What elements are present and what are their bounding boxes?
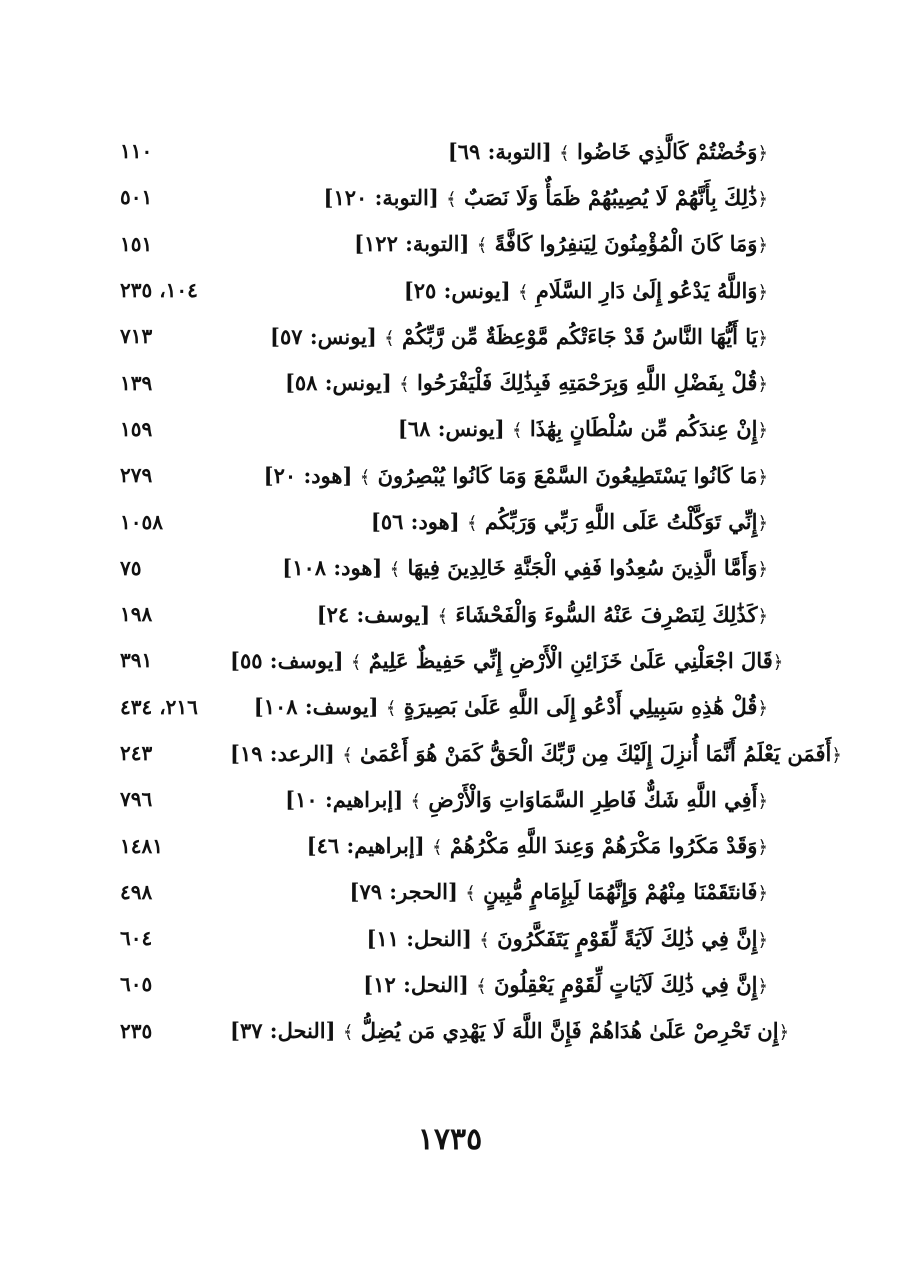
index-row [120, 174, 768, 220]
verse-text: وَخُضْتُمْ كَالَّذِي خَاضُوا [577, 138, 758, 164]
page-references: ١١٠ [120, 139, 153, 164]
page-references: ١٩٨ [120, 602, 153, 627]
page-references: ٢٤٣ [120, 741, 153, 765]
index-row [120, 313, 768, 359]
verse-index-list [120, 128, 842, 1054]
page-references: ١٥٩ [120, 416, 153, 441]
index-row [120, 452, 768, 498]
verse-entry [254, 694, 768, 719]
ornate-bracket-open: ﴿ [757, 142, 768, 164]
ornate-bracket-close: ﴾ [512, 420, 523, 442]
page-references: ٢١٦، ٤٣٤ [120, 694, 198, 719]
verse-text: أَفِي اللَّهِ شَكٌّ فَاطِرِ السَّمَاوَاتِ وَالْأَرْضِ [428, 786, 758, 812]
ornate-bracket-close: ﴾ [342, 1022, 354, 1044]
page-references: ٦٠٤ [120, 926, 153, 951]
verse-text: وَاللَّهُ يَدْعُو إِلَىٰ دَارِ السَّلَامِ [535, 277, 758, 303]
verse-entry [350, 879, 769, 904]
verse-entry [317, 602, 768, 627]
page-references: ٧٥ [120, 555, 142, 580]
surah-reference: [هود: ٢٠] [263, 462, 353, 488]
page-references: ١٤٨١ [120, 833, 163, 858]
verse-entry [230, 1018, 789, 1043]
verse-text: إِن تَحْرِصْ عَلَىٰ هُدَاهُمْ فَإِنَّ اللَّهَ لَا يَهْدِي مَن يُضِلُّ [360, 1018, 779, 1044]
page-references: ٦٠٥ [120, 972, 153, 997]
ornate-bracket-close: ﴾ [342, 744, 353, 766]
surah-reference: [يونس: ٥٨] [284, 370, 392, 396]
surah-reference: [هود: ١٠٨] [282, 555, 383, 581]
page-references: ٣٩١ [120, 648, 153, 673]
verse-text: وَقَدْ مَكَرُوا مَكْرَهُمْ وَعِندَ اللَّهِ مَكْرُهُمْ [449, 833, 758, 859]
ornate-bracket-open: ﴿ [757, 883, 768, 905]
verse-entry [282, 555, 768, 580]
surah-reference: [النحل: ١١] [366, 925, 472, 951]
verse-text: كَذَٰلِكَ لِنَصْرِفَ عَنْهُ السُّوءَ وَالْفَحْشَاءَ [455, 601, 758, 627]
index-row [120, 545, 768, 591]
surah-reference: [هود: ٥٦] [370, 509, 460, 535]
surah-reference: [إبراهيم: ٤٦] [306, 833, 425, 859]
ornate-bracket-close: ﴾ [384, 327, 395, 349]
ornate-bracket-open: ﴿ [778, 1022, 790, 1044]
ornate-bracket-close: ﴾ [399, 374, 410, 396]
verse-text: ذَٰلِكَ بِأَنَّهُمْ لَا يُصِيبُهُمْ ظَمَأٌ وَلَا نَصَبٌ [463, 184, 758, 210]
ornate-bracket-close: ﴾ [465, 883, 476, 905]
ornate-bracket-close: ﴾ [479, 929, 490, 951]
ornate-bracket-open: ﴿ [757, 837, 768, 859]
surah-reference: [يوسف: ٥٥] [230, 647, 344, 673]
index-row [120, 684, 768, 730]
ornate-bracket-close: ﴾ [476, 235, 488, 257]
verse-text: إِنَّ فِي ذَٰلِكَ لَآيَةً لِّقَوْمٍ يَتَفَكَّرُونَ [497, 925, 758, 951]
surah-reference: [النحل: ٣٧] [230, 1018, 336, 1044]
ornate-bracket-close: ﴾ [389, 559, 401, 581]
verse-entry [363, 972, 768, 997]
verse-entry [270, 324, 768, 349]
verse-text: وَمَا كَانَ الْمُؤْمِنُونَ لِيَنفِرُوا كَافَّةً [494, 231, 758, 257]
surah-reference: [التوبة: ١٢٢] [354, 231, 470, 257]
index-row [120, 498, 768, 544]
ornate-bracket-open: ﴿ [757, 281, 768, 303]
ornate-bracket-close: ﴾ [350, 651, 362, 673]
ornate-bracket-open: ﴿ [757, 188, 768, 210]
verse-text: قُلْ بِفَضْلِ اللَّهِ وَبِرَحْمَتِهِ فَبِذَٰلِكَ فَلْيَفْرَحُوا [416, 370, 758, 396]
surah-reference: [الرعد: ١٩] [230, 740, 335, 766]
ornate-bracket-open: ﴿ [757, 466, 768, 488]
ornate-bracket-close: ﴾ [359, 466, 371, 488]
ornate-bracket-close: ﴾ [437, 605, 449, 627]
ornate-bracket-close: ﴾ [476, 975, 487, 997]
verse-entry [404, 278, 768, 303]
index-row [120, 406, 768, 452]
index-row [120, 221, 768, 267]
ornate-bracket-open: ﴿ [757, 374, 768, 396]
verse-entry [264, 463, 768, 488]
surah-reference: [يونس: ٥٧] [270, 323, 377, 349]
page-references: ٢٧٩ [120, 463, 153, 488]
surah-reference: [يونس: ٢٥] [403, 277, 511, 303]
page-references: ٥٠١ [120, 185, 153, 210]
index-row [120, 869, 768, 915]
index-row [120, 961, 768, 1007]
ornate-bracket-open: ﴿ [757, 513, 768, 535]
verse-text: إِنِّي تَوَكَّلْتُ عَلَى اللَّهِ رَبِّي وَرَبِّكُم [484, 509, 758, 535]
ornate-bracket-close: ﴾ [385, 698, 397, 720]
ornate-bracket-open: ﴿ [757, 420, 768, 442]
ornate-bracket-open: ﴿ [772, 651, 784, 673]
page-references: ٤٩٨ [120, 879, 153, 904]
verse-text: قَالَ اجْعَلْنِي عَلَىٰ خَزَائِنِ الْأَرْضِ إِنِّي حَفِيظٌ عَلِيمٌ [368, 647, 773, 673]
page-references: ٧١٣ [120, 324, 153, 349]
index-row [120, 776, 768, 822]
verse-text: وَأَمَّا الَّذِينَ سُعِدُوا فَفِي الْجَنَّةِ خَالِدِينَ فِيهَا [407, 555, 758, 581]
page-number: ١٧٣٥ [417, 1122, 483, 1157]
index-row [120, 128, 768, 174]
verse-entry [285, 787, 768, 812]
surah-reference: [إبراهيم: ١٠] [285, 786, 404, 812]
ornate-bracket-open: ﴿ [757, 929, 768, 951]
ornate-bracket-open: ﴿ [757, 559, 768, 581]
index-row [120, 915, 768, 961]
ornate-bracket-open: ﴿ [757, 975, 768, 997]
ornate-bracket-open: ﴿ [757, 235, 768, 257]
surah-reference: [التوبة: ٦٩] [447, 138, 552, 164]
verse-text: إِنَّ فِي ذَٰلِكَ لَآيَاتٍ لِّقَوْمٍ يَعْقِلُونَ [493, 971, 758, 997]
ornate-bracket-open: ﴿ [757, 327, 768, 349]
ornate-bracket-close: ﴾ [466, 513, 478, 535]
verse-entry [448, 139, 768, 164]
ornate-bracket-open: ﴿ [757, 790, 768, 812]
page-references: ١٥١ [120, 231, 153, 256]
verse-text: مَا كَانُوا يَسْتَطِيعُونَ السَّمْعَ وَمَا كَانُوا يُبْصِرُونَ [377, 462, 758, 488]
verse-entry [371, 509, 768, 534]
surah-reference: [يوسف: ١٠٨] [253, 694, 379, 720]
verse-text: أَفَمَن يَعْلَمُ أَنَّمَا أُنزِلَ إِلَيْكَ مِن رَّبِّكَ الْحَقُّ كَمَنْ هُوَ أَعْمَىٰ [360, 740, 832, 766]
verse-entry [285, 370, 768, 395]
ornate-bracket-open: ﴿ [757, 698, 768, 720]
index-row [120, 637, 784, 683]
surah-reference: [يوسف: ٢٤] [316, 601, 431, 627]
surah-reference: [التوبة: ١٢٠] [323, 184, 439, 210]
index-row [120, 822, 768, 868]
page-references: ٧٩٦ [120, 787, 153, 812]
verse-text: إِنْ عِندَكُم مِّن سُلْطَانٍ بِهَٰذَا [529, 416, 758, 442]
index-row [120, 267, 768, 313]
surah-reference: [النحل: ١٢] [363, 971, 469, 997]
verse-entry [307, 833, 768, 858]
ornate-bracket-close: ﴾ [431, 837, 443, 859]
verse-entry [354, 231, 768, 256]
verse-text: قُلْ هَٰذِهِ سَبِيلِي أَدْعُو إِلَى اللَّهِ عَلَىٰ بَصِيرَةٍ [403, 694, 758, 720]
ornate-bracket-close: ﴾ [559, 142, 570, 164]
verse-entry [324, 185, 769, 210]
verse-text: يَا أَيُّهَا النَّاسُ قَدْ جَاءَتْكُم مَّوْعِظَةٌ مِّن رَّبِّكُمْ [402, 323, 758, 349]
surah-reference: [الحجر: ٧٩] [349, 879, 458, 905]
verse-entry [398, 416, 768, 441]
ornate-bracket-close: ﴾ [410, 790, 421, 812]
page-references: ١٠٤، ٢٣٥ [120, 278, 198, 303]
verse-entry [366, 926, 768, 951]
page-references: ٢٣٥ [120, 1018, 153, 1043]
surah-reference: [يونس: ٦٨] [397, 416, 505, 442]
verse-text: فَانتَقَمْنَا مِنْهُمْ وَإِنَّهُمَا لَبِإِمَامٍ مُّبِينٍ [483, 879, 758, 905]
index-row [120, 591, 768, 637]
index-row [120, 1008, 790, 1054]
ornate-bracket-open: ﴿ [757, 605, 768, 627]
page-references: ١٠٥٨ [120, 509, 163, 534]
page-references: ١٣٩ [120, 370, 153, 395]
verse-entry [230, 741, 842, 766]
index-row [120, 730, 842, 776]
ornate-bracket-open: ﴿ [831, 744, 842, 766]
verse-entry [230, 648, 783, 673]
index-row [120, 359, 768, 405]
ornate-bracket-close: ﴾ [517, 281, 529, 303]
ornate-bracket-close: ﴾ [446, 188, 457, 210]
